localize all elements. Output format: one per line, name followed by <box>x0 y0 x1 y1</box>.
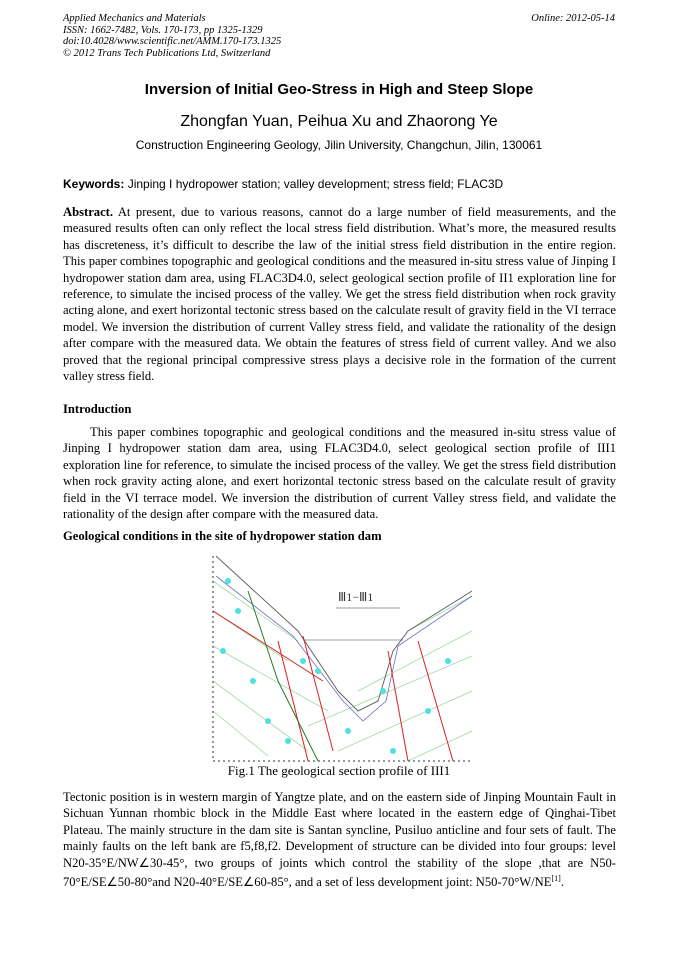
introduction-heading: Introduction <box>63 402 132 416</box>
doi: doi:10.4028/www.scientific.net/AMM.170-173.1325 <box>63 36 282 47</box>
journal-header <box>63 13 281 59</box>
geology-text <box>63 789 616 891</box>
geology-text-body: Tectonic position is in western margin of Yangtze plate, and on the eastern side of Jinping Mountain Fault in Sichuan Yunnan rhombic block in the Middle East where located in the eastern edge of Qinghai-Tibet Plateau. The mainly structure in the dam site is Santan syncline, Pusiluo anticline and four sets of fault. The mainly faults on the left bank are f5,f8,f2. Development of structure can be divided into four groups: level N20-35°E/NW∠30-45°, two groups of joints which control the stability of the slope ,that are N50-70°E/SE∠50-80°and N20-40°E/SE∠60-85°, and a set of less development joint: N50-70°W/NE <box>63 790 616 890</box>
abstract <box>63 204 616 384</box>
geological-section-figure <box>208 551 472 763</box>
copyright: © 2012 Trans Tech Publications Ltd, Switzerland <box>63 47 271 59</box>
figure-caption: Fig.1 The geological section profile of III1 <box>227 763 451 778</box>
period: . <box>560 875 564 890</box>
authors: Zhongfan Yuan, Peihua Xu and Zhaorong Ye <box>180 113 498 130</box>
geology-heading: Geological conditions in the site of hydropower station dam <box>63 529 382 543</box>
journal-name: Applied Mechanics and Materials <box>63 13 206 24</box>
online-date: Online: 2012-05-14 <box>531 13 615 24</box>
keywords-text: Jinping I hydropower station; valley development; stress field; FLAC3D <box>124 177 504 191</box>
introduction-text: This paper combines topographic and geological conditions and the measured in-situ stress value of Jinping I hydropower station dam area, using FLAC3D4.0, select geological section profile of III1 exploration line for reference, to simulate the incised process of the valley. We get the stress field distribution when rock gravity acting alone, and exert horizontal tectonic stress based on the calculate result of gravity field in the VI terrace model. We inversion the distribution of current Valley stress field, and validate the rationality of the design after compare with the measured data. <box>63 425 616 522</box>
figure-section-label: Ⅲ1−Ⅲ1 <box>338 590 374 604</box>
keywords <box>63 177 503 191</box>
issn: ISSN: 1662-7482, Vols. 170-173, pp 1325-1329 <box>63 24 263 36</box>
citation-1[interactable]: [1] <box>551 874 561 884</box>
affiliation: Construction Engineering Geology, Jilin University, Changchun, Jilin, 130061 <box>135 138 543 152</box>
abstract-text: At present, due to various reasons, cannot do a large number of field measurements, and the measured results often can only reflect the local stress field distribution. What’s more, the measured results has discreteness, it’s difficult to describe the law of the initial stress field distribution in the entire region. This paper combines topographic and geological conditions and the measured in-situ stress value of Jinping I hydropower station dam area, using FLAC3D4.0, select geological section profile of II1 exploration line for reference, to simulate the incised process of the valley. We get the stress field distribution when rock gravity acting alone, and exert horizontal tectonic stress based on the calculate result of gravity field in the VI terrace model. We inversion the distribution of current Valley stress field, and validate the rationality of the design after compare with the measured data. We obtain the features of stress field of current valley. And we also proved that the regional principal compressive stress plays a decisive role in the formation of the current valley stress field. <box>63 205 616 384</box>
paper-title: Inversion of Initial Geo-Stress in High and Steep Slope <box>144 81 534 98</box>
keywords-label: Keywords: <box>63 177 125 191</box>
abstract-label: Abstract. <box>63 205 114 219</box>
